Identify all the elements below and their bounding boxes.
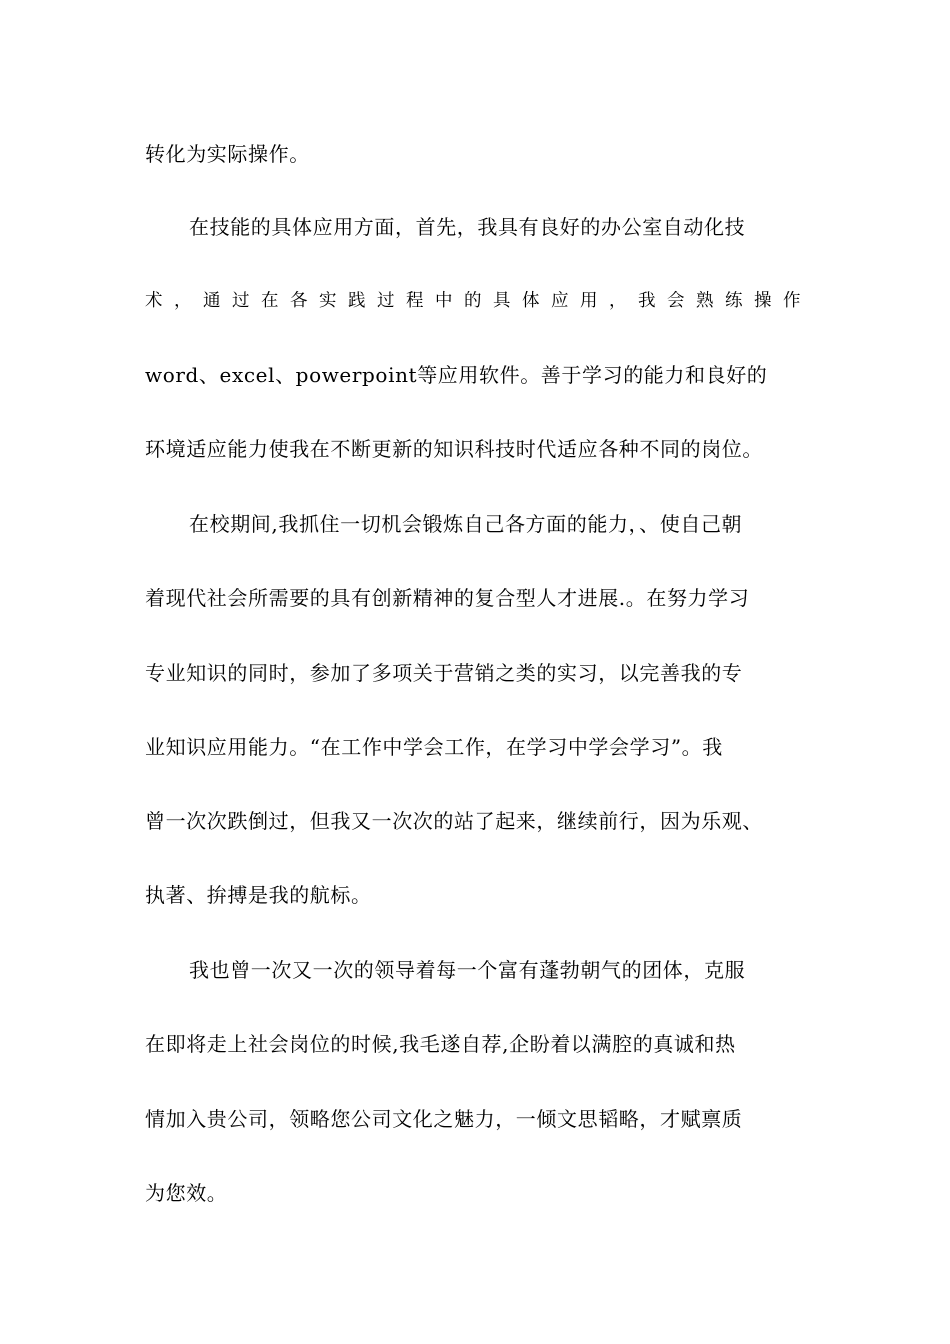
paragraph-first-line: 在校期间,我抓住一切机会锻炼自己各方面的能力，、使自己朝 (189, 512, 743, 536)
text-line: 术，通过在各实践过程中的具体应用，我会熟练操作 (145, 291, 812, 311)
text-line: 为您效。 (145, 1181, 228, 1205)
text-line: 专业知识的同时，参加了多项关于营销之类的实习，以完善我的专 (145, 661, 743, 685)
paragraph-first-line: 我也曾一次又一次的领导着每一个富有蓬勃朝气的团体，克服 (189, 958, 746, 982)
paragraph-first-line: 在技能的具体应用方面，首先，我具有良好的办公室自动化技 (189, 215, 746, 239)
text-line: 情加入贵公司，领略您公司文化之魅力，一倾文思韬略，才赋禀质 (145, 1107, 743, 1131)
text-line: 曾一次次跌倒过，但我又一次次的站了起来，继续前行，因为乐观、 (145, 809, 763, 833)
text-line: 在即将走上社会岗位的时候,我毛遂自荐,企盼着以满腔的真诚和热 (145, 1032, 736, 1056)
text-line: 执著、拚搏是我的航标。 (145, 883, 372, 907)
text-line: 环境适应能力使我在不断更新的知识科技时代适应各种不同的岗位。 (145, 437, 763, 461)
text-line: 着现代社会所需要的具有创新精神的复合型人才进展.。在努力学习 (145, 586, 750, 610)
text-line: word、excel、powerpoint等应用软件。善于学习的能力和良好的 (145, 363, 768, 387)
text-line: 业知识应用能力。“在工作中学会工作，在学习中学会学习”。我 (145, 735, 723, 759)
text-line: 转化为实际操作。 (145, 142, 310, 166)
